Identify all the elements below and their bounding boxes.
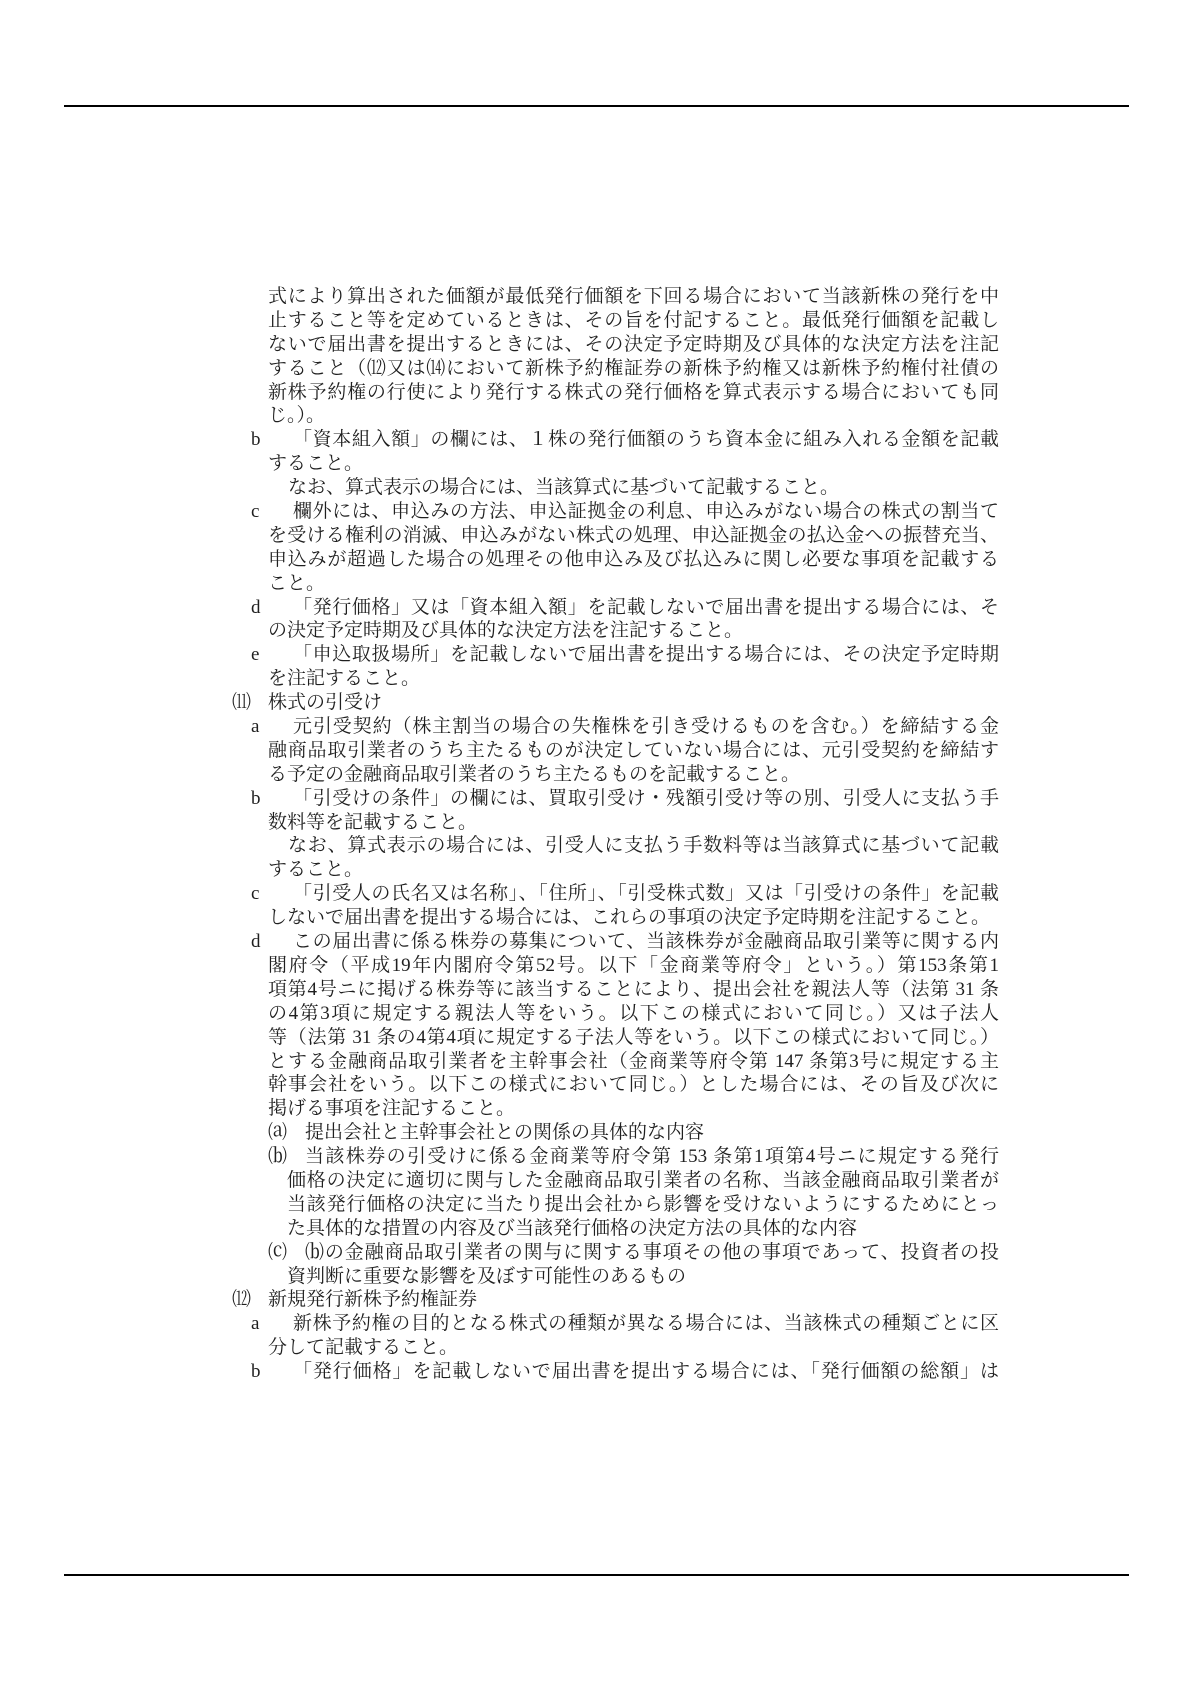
sub-item-marker: a: [251, 716, 260, 738]
text-line: 「発行価格」又は「資本組入額」を記載しないで届出書を提出する場合には、そ: [293, 596, 999, 618]
block-letter-b: [251, 787, 999, 835]
sub-item-marker: c: [251, 883, 260, 905]
sub-item-marker: c: [251, 501, 260, 523]
text-line: しないで届出書を提出する場合には、これらの事項の決定予定時期を注記すること。: [268, 907, 991, 929]
block-letter-c: [251, 882, 999, 930]
text-line: 幹事会社をいう。以下この様式において同じ。）とした場合には、その旨及び次に: [268, 1074, 999, 1096]
block-letter-d: [251, 596, 999, 644]
text-line: 申込みが超過した場合の処理その他申込み及び払込みに関し必要な事項を記載する: [268, 548, 999, 570]
text-line: なお、算式表示の場合には、当該算式に基づいて記載すること。: [288, 477, 840, 499]
sub-item-marker: d: [251, 596, 261, 618]
block-item-⑿: [232, 1288, 999, 1312]
block-letter-b: [251, 428, 999, 476]
sub-item-marker: e: [251, 644, 260, 666]
text-line: の決定予定時期及び具体的な決定方法を注記すること。: [268, 620, 744, 642]
header-rule: [64, 105, 1129, 107]
text-line: とする金融商品取引業者を主幹事会社（金商業等府令第 147 条第3号に規定する主: [268, 1050, 999, 1072]
text-line: この届出書に係る株券の募集について、当該株券が金融商品取引業等に関する内: [293, 931, 999, 953]
item-number-marker: ⑿: [232, 1289, 252, 1311]
text-line: 「資本組入額」の欄には、１株の発行価額のうち資本金に組み入れる金額を記載: [293, 429, 999, 451]
text-line: 価格の決定に適切に関与した金融商品取引業者の名称、当該金融商品取引業者が: [287, 1169, 999, 1191]
block-paren-⒝: [268, 1145, 999, 1241]
text-line: 株式の引受け: [268, 692, 383, 714]
text-line: 欄外には、申込みの方法、申込証拠金の利息、申込みがない場合の株式の割当て: [293, 501, 999, 523]
block-paren-⒜: [268, 1121, 999, 1145]
text-line: 「申込取扱場所」を記載しないで届出書を提出する場合には、その決定予定時期: [293, 644, 999, 666]
document-text-body: [0, 285, 999, 1384]
text-line: 項第4号ニに掲げる株券等に該当することにより、提出会社を親法人等（法第 31 条: [268, 978, 999, 1000]
sub-item-marker: ⒞: [268, 1241, 288, 1263]
text-line: ⒝の金融商品取引業者の関与に関する事項その他の事項であって、投資者の投: [305, 1241, 999, 1263]
text-line: 「発行価格」を記載しないで届出書を提出する場合には、「発行価額の総額」は: [293, 1361, 999, 1383]
text-line: を注記すること。: [268, 668, 421, 690]
text-line: 「引受人の氏名又は名称」、「住所」、「引受株式数」又は「引受けの条件」を記載: [293, 883, 999, 905]
text-line: じ。）。: [268, 405, 326, 427]
footer-rule: [64, 1574, 1129, 1576]
sub-item-marker: b: [251, 429, 261, 451]
block-cont-0: [268, 285, 999, 428]
text-line: 当該株券の引受けに係る金商業等府令第 153 条第1項第4号ニに規定する発行: [305, 1146, 999, 1168]
text-line: 式により算出された価額が最低発行価額を下回る場合において当該新株の発行を中: [268, 286, 999, 307]
text-line: すること。: [268, 859, 364, 881]
block-paren-⒞: [268, 1241, 999, 1289]
text-line: 提出会社と主幹事会社との関係の具体的な内容: [305, 1122, 705, 1144]
text-line: 止すること等を定めているときは、その旨を付記すること。最低発行価額を記載し: [268, 309, 999, 331]
text-line: た具体的な措置の内容及び当該発行価格の決定方法の具体的な内容: [287, 1217, 858, 1239]
text-line: 数料等を記載すること。: [268, 811, 478, 833]
sub-item-marker: a: [251, 1313, 260, 1335]
block-letter-c: [251, 500, 999, 596]
text-line: 融商品取引業者のうち主たるものが決定していない場合には、元引受契約を締結す: [268, 739, 999, 761]
text-line: 新規発行新株予約権証券: [268, 1289, 478, 1311]
text-line: 分して記載すること。: [268, 1337, 459, 1359]
block-item-⑾: [232, 691, 999, 715]
block-letter-d: [251, 930, 999, 1121]
text-line: 閣府令（平成19年内閣府令第52号。以下「金商業等府令」という。）第153条第1: [268, 954, 999, 976]
block-note-2: [268, 476, 999, 500]
text-line: 元引受契約（株主割当の場合の失権株を引き受けるものを含む。）を締結する金: [293, 716, 999, 738]
sub-item-marker: d: [251, 931, 261, 953]
text-line: すること（⑿又は⒁において新株予約権証券の新株予約権又は新株予約権付社債の: [268, 357, 999, 379]
sub-item-marker: b: [251, 787, 261, 809]
text-line: 「引受けの条件」の欄には、買取引受け・残額引受け等の別、引受人に支払う手: [293, 787, 999, 809]
sub-item-marker: ⒝: [268, 1146, 288, 1168]
block-letter-a: [251, 715, 999, 787]
text-line: を受ける権利の消滅、申込みがない株式の処理、申込証拠金の払込金への振替充当、: [268, 524, 999, 546]
text-line: 掲げる事項を注記すること。: [268, 1098, 516, 1120]
text-line: 新株予約権の行使により発行する株式の発行価格を算式表示する場合においても同: [268, 381, 999, 403]
item-number-marker: ⑾: [232, 692, 252, 714]
block-letter-a: [251, 1312, 999, 1360]
block-note-9: [268, 834, 999, 882]
text-line: すること。: [268, 453, 364, 475]
text-line: の4第3項に規定する親法人等をいう。以下この様式において同じ。）又は子法人: [268, 1002, 999, 1024]
sub-item-marker: ⒜: [268, 1122, 288, 1144]
text-line: 等（法第 31 条の4第4項に規定する子法人等をいう。以下この様式において同じ。）: [268, 1026, 999, 1048]
text-line: こと。: [268, 572, 326, 594]
text-line: る予定の金融商品取引業者のうち主たるものを記載すること。: [268, 763, 801, 785]
text-line: 資判断に重要な影響を及ぼす可能性のあるもの: [287, 1265, 687, 1287]
text-line: ないで届出書を提出するときには、その決定予定時期及び具体的な決定方法を注記: [268, 333, 999, 355]
block-letter-b: [251, 1360, 999, 1384]
text-line: なお、算式表示の場合には、引受人に支払う手数料等は当該算式に基づいて記載: [288, 835, 999, 857]
text-line: 新株予約権の目的となる株式の種類が異なる場合には、当該株式の種類ごとに区: [293, 1313, 999, 1335]
text-line: 当該発行価格の決定に当たり提出会社から影響を受けないようにするためにとっ: [287, 1193, 999, 1215]
block-letter-e: [251, 643, 999, 691]
sub-item-marker: b: [251, 1361, 261, 1383]
